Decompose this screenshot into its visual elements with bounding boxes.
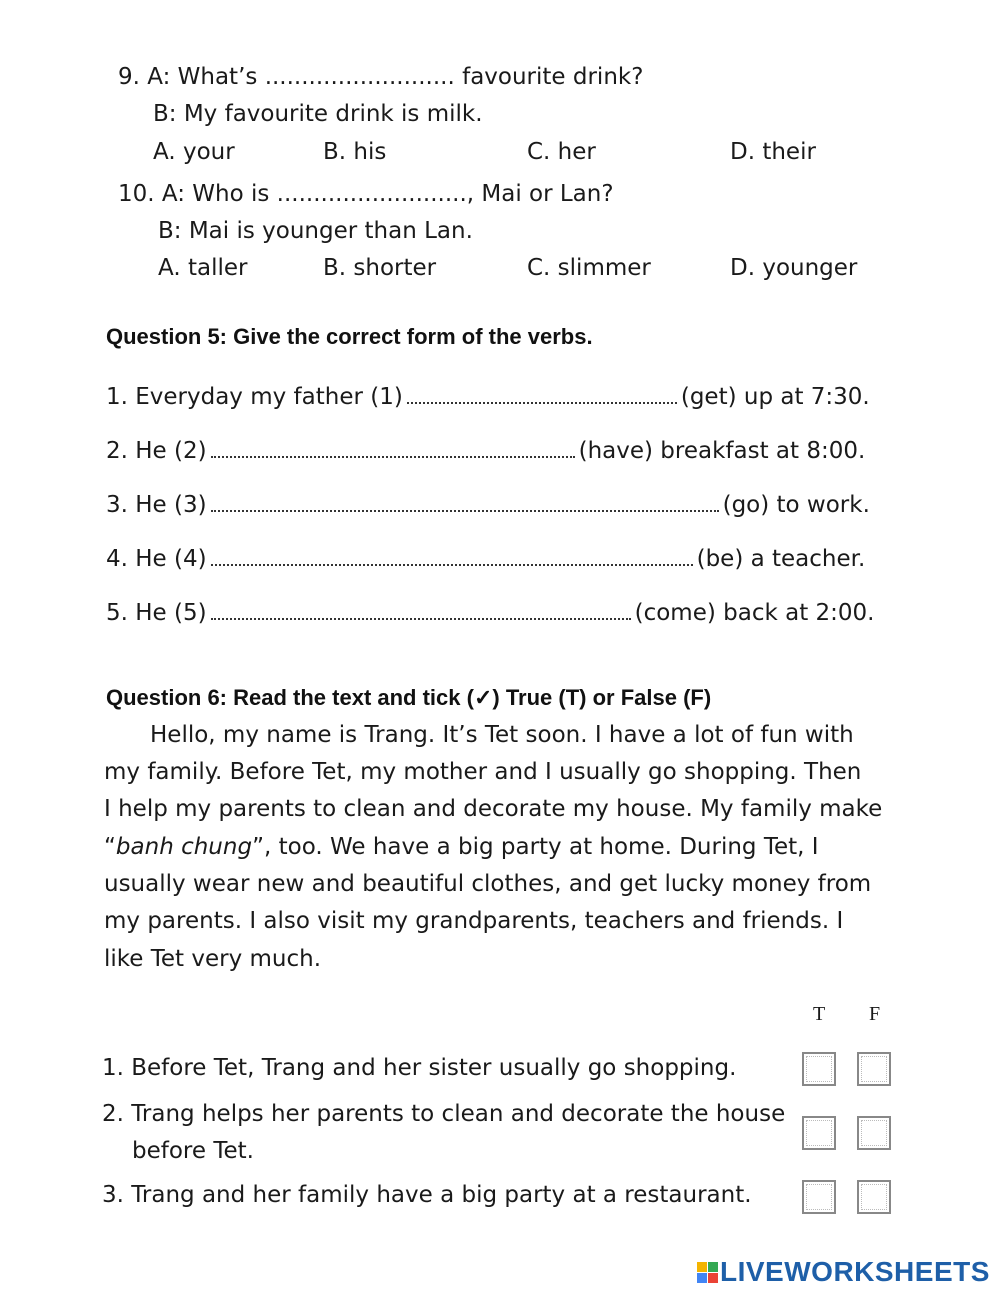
statement-1-true-checkbox[interactable]: [802, 1052, 836, 1086]
passage-line-4: “banh chung”, too. We have a big party at home. During Tet, I: [104, 834, 819, 860]
statement-2-line-1: 2. Trang helps her parents to clean and decorate the house: [102, 1101, 786, 1127]
statement-2-false-checkbox[interactable]: [857, 1116, 891, 1150]
mcq-9-question-text: 9. A: What’s: [118, 64, 258, 90]
q5-item-2-suffix: (have) breakfast at 8:00.: [578, 438, 866, 464]
mcq-9-question: [118, 64, 643, 90]
mcq-9-option-a[interactable]: A. your: [153, 139, 235, 165]
passage-line-3: I help my parents to clean and decorate my house. My family make: [104, 796, 883, 822]
mcq-10-question: [118, 181, 614, 207]
statement-1-false-checkbox[interactable]: [857, 1052, 891, 1086]
mcq-9-option-c[interactable]: C. her: [527, 139, 596, 165]
mcq-10-question-text: 10. A: Who is: [118, 181, 270, 207]
question-6-heading: Question 6: Read the text and tick (✓) True (T) or False (F): [106, 685, 712, 710]
mcq-10-blank: ..........................,: [276, 181, 475, 207]
q5-answer-input-1[interactable]: [407, 380, 677, 404]
passage-line-5: usually wear new and beautiful clothes, and get lucky money from: [104, 871, 872, 897]
mcq-9-option-b[interactable]: B. his: [323, 139, 387, 165]
q5-answer-input-3[interactable]: [211, 488, 719, 512]
mcq-9-option-d[interactable]: D. their: [730, 139, 816, 165]
banh-chung-italic: banh chung: [115, 834, 253, 860]
passage-line-1: Hello, my name is Trang. It’s Tet soon. I have a lot of fun with: [150, 722, 854, 748]
mcq-9-blank: ..........................: [264, 64, 455, 90]
q5-answer-input-4[interactable]: [211, 542, 693, 566]
statement-3-false-checkbox[interactable]: [857, 1180, 891, 1214]
q5-item-1-prefix: 1. Everyday my father (1): [106, 384, 403, 410]
q5-answer-input-2[interactable]: [211, 434, 575, 458]
q5-item-5: [106, 596, 874, 626]
q5-item-4-prefix: 4. He (4): [106, 546, 207, 572]
q5-item-4-suffix: (be) a teacher.: [696, 546, 866, 572]
question-5-heading: Question 5: Give the correct form of the verbs.: [106, 324, 593, 349]
q5-answer-input-5[interactable]: [211, 596, 631, 620]
mcq-10-option-c[interactable]: C. slimmer: [527, 255, 651, 281]
statement-1: 1. Before Tet, Trang and her sister usually go shopping.: [102, 1055, 737, 1081]
q5-item-1-suffix: (get) up at 7:30.: [680, 384, 870, 410]
liveworksheets-logo: [697, 1256, 990, 1288]
mcq-10-question-tail: Mai or Lan?: [481, 181, 614, 207]
q5-item-3-prefix: 3. He (3): [106, 492, 207, 518]
q5-item-3-suffix: (go) to work.: [722, 492, 870, 518]
passage-line-6: my parents. I also visit my grandparents, teachers and friends. I: [104, 908, 844, 934]
passage-line-2: my family. Before Tet, my mother and I usually go shopping. Then: [104, 759, 862, 785]
q5-item-2-prefix: 2. He (2): [106, 438, 207, 464]
q5-item-5-suffix: (come) back at 2:00.: [634, 600, 875, 626]
mcq-10-option-b[interactable]: B. shorter: [323, 255, 437, 281]
q5-item-2: [106, 434, 865, 464]
column-header-true: T: [813, 1003, 826, 1025]
mcq-10-option-a[interactable]: A. taller: [158, 255, 248, 281]
passage-line-7: like Tet very much.: [104, 946, 322, 972]
q5-item-5-prefix: 5. He (5): [106, 600, 207, 626]
q5-item-4: [106, 542, 865, 572]
column-header-false: F: [869, 1003, 881, 1025]
statement-3: 3. Trang and her family have a big party at a restaurant.: [102, 1182, 752, 1208]
statement-2-true-checkbox[interactable]: [802, 1116, 836, 1150]
q5-item-1: [106, 380, 870, 410]
logo-blocks-icon: [697, 1262, 718, 1283]
mcq-10-answer-line: B: Mai is younger than Lan.: [158, 218, 473, 244]
logo-text: LIVEWORKSHEETS: [720, 1256, 990, 1287]
mcq-9-question-tail: favourite drink?: [462, 64, 644, 90]
mcq-10-option-d[interactable]: D. younger: [730, 255, 858, 281]
mcq-9-answer-line: B: My favourite drink is milk.: [153, 101, 483, 127]
q5-item-3: [106, 488, 870, 518]
statement-2-line-2: before Tet.: [132, 1138, 254, 1164]
statement-3-true-checkbox[interactable]: [802, 1180, 836, 1214]
